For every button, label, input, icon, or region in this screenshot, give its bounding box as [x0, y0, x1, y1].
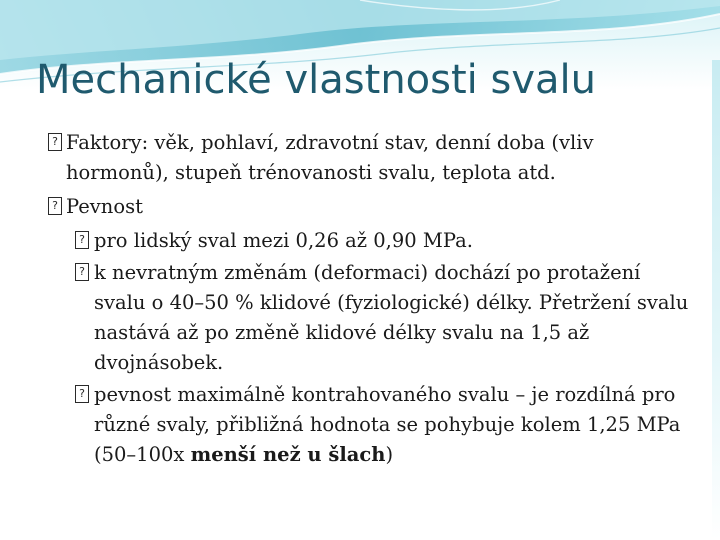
missing-glyph-bullet-icon: ?	[75, 231, 89, 249]
missing-glyph-bullet-icon: ?	[48, 197, 62, 215]
bullet-text-bold: menší než u šlach	[190, 443, 386, 466]
bullet-item-strength	[44, 192, 696, 222]
slide-content	[44, 128, 696, 472]
sub-bullet-item-contracted-strength	[44, 380, 696, 470]
sub-bullet-item-deformation	[44, 258, 696, 378]
missing-glyph-bullet-icon: ?	[48, 133, 62, 151]
bullet-text: k nevratným změnám (deformaci) dochází po protažení svalu o 40–50 % klidové (fyziologické) délky. Přetržení svalu nastává až po změně klidové délky svalu na 1,5 až dvojnásobek.	[94, 261, 689, 374]
sub-bullet-item-range	[44, 226, 696, 256]
bullet-text: Faktory: věk, pohlaví, zdravotní stav, denní doba (vliv hormonů), stupeň trénovanosti svalu, teplota atd.	[66, 131, 594, 184]
missing-glyph-bullet-icon: ?	[75, 385, 89, 403]
bullet-text-before: pevnost maximálně kontrahovaného svalu – je rozdílná pro různé svaly, přibližná hodnota se pohybuje kolem 1,25 MPa (50–100x	[94, 383, 681, 466]
bullet-item-factors	[44, 128, 696, 188]
slide-title: Mechanické vlastnosti svalu	[36, 57, 596, 103]
bullet-text: Pevnost	[66, 195, 143, 218]
missing-glyph-bullet-icon: ?	[75, 263, 89, 281]
bullet-text: pro lidský sval mezi 0,26 až 0,90 MPa.	[94, 229, 473, 252]
bullet-text-after: )	[385, 443, 394, 466]
decorative-right-edge	[712, 60, 720, 540]
